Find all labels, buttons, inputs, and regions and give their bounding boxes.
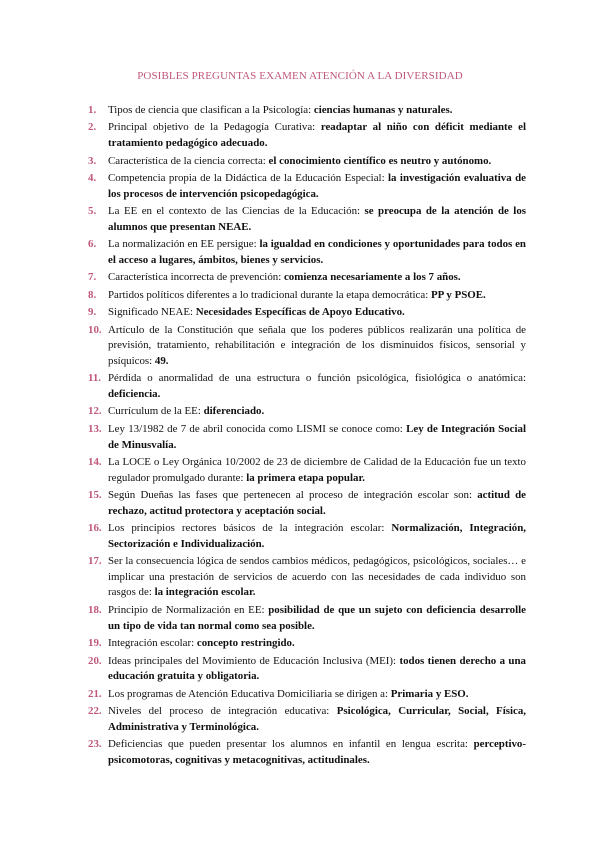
question-item <box>88 371 526 402</box>
question-answer: ciencias humanas y naturales. <box>313 104 453 116</box>
question-item <box>88 305 526 321</box>
question-item <box>88 554 526 601</box>
question-item <box>88 204 526 235</box>
question-number: 11. <box>88 372 102 385</box>
question-text: Ideas principales del Movimiento de Educación Inclusiva (MEI): <box>108 654 400 667</box>
question-number: 9. <box>88 306 97 319</box>
question-list <box>88 103 526 770</box>
question-item <box>88 687 526 703</box>
question-text: Niveles del proceso de integración educativa: <box>108 705 337 718</box>
question-answer: diferenciado. <box>203 405 265 418</box>
question-text: Los principios rectores básicos de la integración escolar: <box>108 522 392 535</box>
question-text: La LOCE o Ley Orgánica 10/2002 de 23 de diciembre de Calidad de la Educación fue un texto regulador promulgado durante: <box>108 456 526 484</box>
question-number: 1. <box>88 104 97 116</box>
question-text: Según Dueñas las fases que pertenecen al proceso de integración escolar son: <box>108 489 478 502</box>
question-number: 2. <box>88 121 97 134</box>
question-text: Partidos políticos diferentes a lo tradicional durante la etapa democrática: <box>108 288 431 301</box>
question-item <box>88 237 526 268</box>
question-answer: perceptivo-psicomotoras, cognitivas y metacognitivas, actitudinales. <box>108 738 526 766</box>
question-number: 20. <box>88 654 102 667</box>
question-text: Ser la consecuencia lógica de sendos cambios médicos, pedagógicos, psicológicos, sociales… e implicar una prestación de servicios de acuerdo con las necesidades de cada individuo son rasgos de: <box>108 555 526 599</box>
question-item <box>88 704 526 735</box>
question-number: 21. <box>88 687 102 700</box>
question-answer: 49. <box>154 354 169 367</box>
question-item <box>88 521 526 552</box>
question-number: 6. <box>88 238 97 251</box>
question-answer: la igualdad en condiciones y oportunidades para todos en el acceso a lugares, ámbitos, bienes y servicios. <box>108 238 526 266</box>
page-title: POSIBLES PREGUNTAS EXAMEN ATENCIÓN A LA DIVERSIDAD <box>137 70 463 82</box>
question-text: Principio de Normalización en EE: <box>108 603 269 616</box>
question-item <box>88 288 526 304</box>
question-item <box>88 636 526 652</box>
question-answer: se preocupa de la atención de los alumnos que presentan NEAE. <box>108 205 527 233</box>
question-item <box>88 654 526 685</box>
question-number: 14. <box>88 456 102 469</box>
question-text: Principal objetivo de la Pedagogía Curativa: <box>108 121 321 134</box>
question-number: 4. <box>88 172 97 185</box>
question-item <box>88 154 526 170</box>
question-answer: posibilidad de que un sujeto con deficiencia desarrolle un tipo de vida tan normal como sea posible. <box>108 603 526 632</box>
question-text: Característica de la ciencia correcta: <box>108 154 269 167</box>
question-text: Deficiencias que pueden presentar los alumnos en infantil en lengua escrita: <box>108 738 474 751</box>
question-number: 15. <box>88 489 102 502</box>
question-item <box>88 404 526 420</box>
question-item <box>88 103 526 119</box>
question-number: 18. <box>88 603 102 616</box>
question-answer: actitud de rechazo, actitud protectora y aceptación social. <box>108 489 526 517</box>
question-answer: Psicológica, Curricular, Social, Física, Administrativa y Terminológica. <box>108 705 526 733</box>
question-number: 19. <box>88 637 102 650</box>
question-answer: PP y PSOE. <box>430 288 486 301</box>
question-item <box>88 422 526 453</box>
question-number: 12. <box>88 405 102 418</box>
question-answer: Necesidades Específicas de Apoyo Educativo. <box>195 306 405 319</box>
question-answer: Normalización, Integración, Sectorización e Individualización. <box>108 522 526 550</box>
question-answer: todos tienen derecho a una educación gratuita y obligatoria. <box>108 654 526 683</box>
question-item <box>88 737 526 768</box>
question-item <box>88 171 526 202</box>
question-text: Característica incorrecta de prevención: <box>108 271 284 284</box>
question-answer: concepto restringido. <box>196 637 295 650</box>
question-number: 7. <box>88 271 97 284</box>
question-text: La EE en el contexto de las Ciencias de la Educación: <box>108 205 365 218</box>
question-answer: la primera etapa popular. <box>246 471 366 484</box>
question-answer: el conocimiento científico es neutro y autónomo. <box>268 154 492 167</box>
question-answer: Ley de Integración Social de Minusvalía. <box>108 422 527 451</box>
question-item <box>88 323 526 370</box>
question-number: 23. <box>88 738 102 751</box>
question-answer: comienza necesariamente a los 7 años. <box>283 271 461 284</box>
question-number: 13. <box>88 422 102 435</box>
question-text: Artículo de la Constitución que señala que los poderes públicos realizarán una política de previsión, tratamiento, rehabilitación e integración de los disminuidos físicos, sensorial y psíquicos: <box>108 323 526 367</box>
question-answer: deficiencia. <box>108 388 161 400</box>
question-text: La normalización en EE persigue: <box>108 238 260 251</box>
question-text: Competencia propia de la Didáctica de la Educación Especial: <box>108 172 389 185</box>
question-number: 5. <box>88 205 97 218</box>
question-text: Pérdida o anormalidad de una estructura o función psicológica, fisiológica o anatómica: <box>108 372 526 385</box>
question-answer: la investigación evaluativa de los procesos de intervención psicopedagógica. <box>108 172 526 200</box>
question-item <box>88 270 526 286</box>
question-answer: la integración escolar. <box>154 586 256 599</box>
question-item <box>88 455 526 486</box>
question-number: 3. <box>88 154 97 167</box>
question-text: Los programas de Atención Educativa Domiciliaria se dirigen a: <box>108 687 391 700</box>
question-text: Tipos de ciencia que clasifican a la Psicología: <box>108 104 314 116</box>
question-text: Ley 13/1982 de 7 de abril conocida como LISMI se conoce como: <box>108 422 407 435</box>
question-number: 10. <box>88 323 102 336</box>
question-text: Currículum de la EE: <box>108 405 204 418</box>
question-number: 8. <box>88 288 97 301</box>
question-number: 16. <box>88 522 102 535</box>
question-text: Integración escolar: <box>108 637 197 650</box>
question-item <box>88 603 526 634</box>
question-number: 22. <box>88 705 102 718</box>
question-item <box>88 120 526 151</box>
question-answer: readaptar al niño con déficit mediante el tratamiento pedagógico adecuado. <box>108 121 526 150</box>
question-text: Significado NEAE: <box>108 306 196 319</box>
question-item <box>88 488 526 519</box>
question-answer: Primaria y ESO. <box>390 687 469 700</box>
question-number: 17. <box>88 555 102 568</box>
